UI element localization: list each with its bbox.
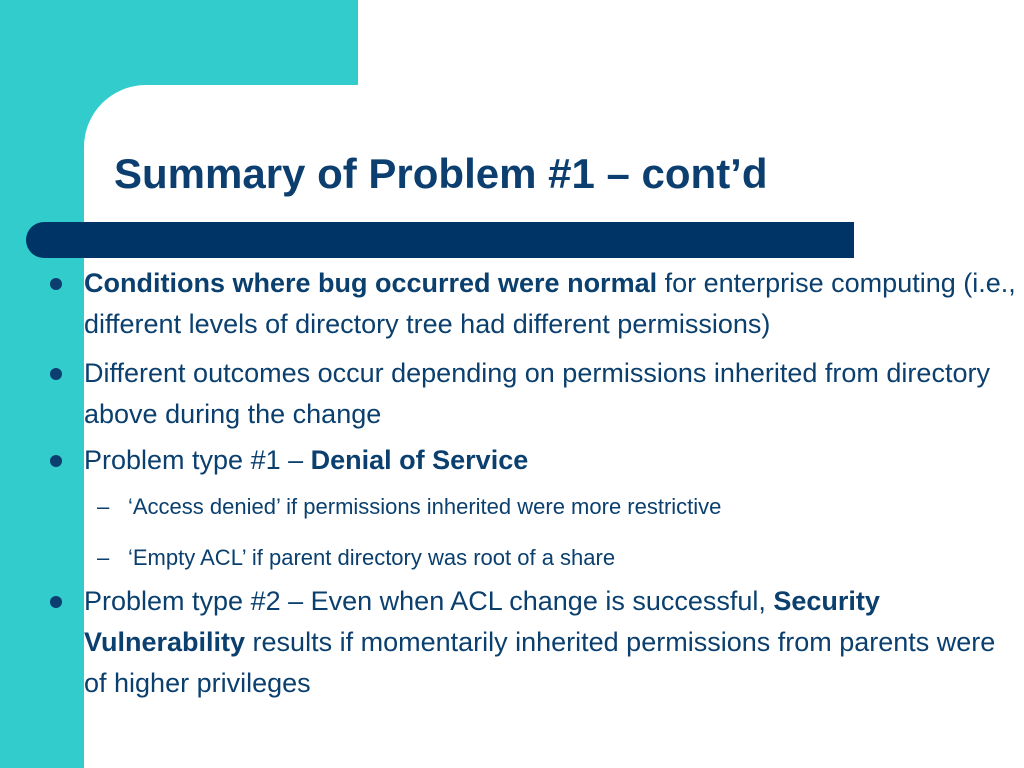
bullet-text: Problem type #2 – Even when ACL change is successful, bbox=[84, 586, 774, 616]
bullet-dot-icon bbox=[50, 368, 62, 380]
bullet-list bbox=[46, 263, 1021, 704]
bullet-text: for enterprise computing (i.e., different levels of directory tree had different permissions) bbox=[84, 268, 1016, 339]
bullet-item bbox=[46, 353, 1021, 435]
bullet-dot-icon bbox=[50, 596, 62, 608]
sub-bullet-item bbox=[46, 543, 1021, 573]
bullet-dot-icon bbox=[50, 455, 62, 467]
bullet-bold-text: Conditions where bug occurred were normal bbox=[84, 268, 658, 298]
bullet-item bbox=[46, 440, 1021, 481]
slide-title: Summary of Problem #1 – cont’d bbox=[114, 150, 768, 197]
bullet-bold-text: Denial of Service bbox=[310, 445, 529, 475]
bullet-text: Problem type #1 – bbox=[84, 445, 311, 475]
bullet-dot-icon bbox=[50, 278, 62, 290]
sub-bullet-text: ‘Access denied’ if permissions inherited were more restrictive bbox=[128, 494, 722, 519]
bullet-item bbox=[46, 263, 1021, 345]
title-underline-bar bbox=[26, 222, 854, 258]
sub-bullet-text: ‘Empty ACL’ if parent directory was root of a share bbox=[128, 545, 616, 570]
bullet-bold-text: Security Vulnerability bbox=[84, 586, 880, 657]
sub-bullet-dash: – bbox=[97, 494, 110, 519]
sub-bullet-item bbox=[46, 492, 1021, 522]
bullet-text: Different outcomes occur depending on permissions inherited from directory above during the change bbox=[84, 358, 990, 429]
bullet-text: results if momentarily inherited permissions from parents were of higher privileges bbox=[84, 627, 996, 698]
bullet-item bbox=[46, 581, 1021, 704]
sub-bullet-dash: – bbox=[97, 545, 110, 570]
